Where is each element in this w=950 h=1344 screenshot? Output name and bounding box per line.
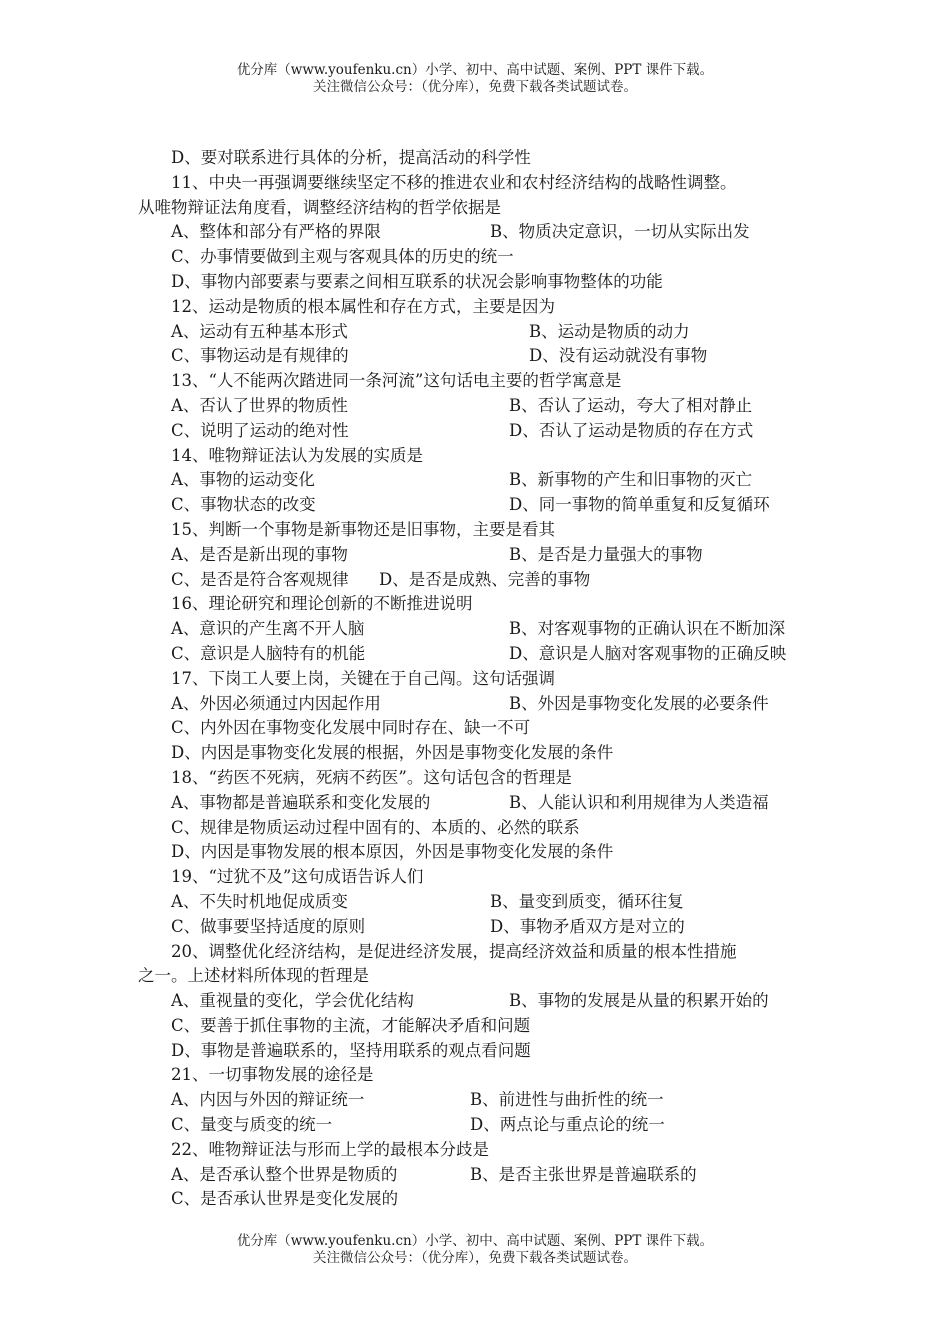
q14-option-d: D、同一事物的简单重复和反复循环 [509,495,770,515]
q11-stem: 11、中央一再强调要继续坚定不移的推进农业和农村经济结构的战略性调整。 [171,172,737,192]
q21-option-c: C、量变与质变的统一 [171,1115,333,1135]
q18-option-b: B、人能认识和利用规律为人类造福 [509,792,769,812]
q17-option-c: C、内外因在事物变化发展中同时存在、缺一不可 [171,718,531,738]
q17-option-d: D、内因是事物变化发展的根据，外因是事物变化发展的条件 [171,743,614,763]
q13-option-a: A、否认了世界的物质性 [171,395,348,415]
q20-option-c: C、要善于抓住事物的主流，才能解决矛盾和问题 [171,1015,531,1035]
q11-option-a: A、整体和部分有严格的界限 [171,222,381,242]
q13-option-d: D、否认了运动是物质的存在方式 [509,420,754,440]
footer-line-2: 关注微信公众号：（优分库），免费下载各类试题试卷。 [313,1250,637,1266]
q12-option-d: D、没有运动就没有事物 [529,346,708,366]
q20-option-b: B、事物的发展是从量的积累开始的 [509,991,769,1011]
q19-option-d: D、事物矛盾双方是对立的 [490,916,685,936]
page-header [0,62,950,96]
q22-stem: 22、唯物辩证法与形而上学的最根本分歧是 [171,1139,489,1159]
q17-option-a: A、外因必须通过内因起作用 [171,693,381,713]
q11-stem-cont: 从唯物辩证法角度看，调整经济结构的哲学依据是 [138,197,501,217]
prev-option-d: D、要对联系进行具体的分析，提高活动的科学性 [171,148,531,167]
q14-option-a: A、事物的运动变化 [171,470,315,490]
question-list [138,146,838,1212]
q21-options-cd [138,1113,838,1138]
q15-options-ab [138,543,838,568]
q16-options-ab [138,617,838,642]
q20-option-a: A、重视量的变化，学会优化结构 [171,991,414,1011]
q14-option-b: B、新事物的产生和旧事物的灭亡 [509,470,753,490]
q19-option-a: A、不失时机地促成质变 [171,891,348,911]
q20-stem-cont: 之一。上述材料所体现的哲理是 [138,966,369,986]
q12-options-ab [138,320,838,345]
footer-line-1: 优分库（www.youfenku.cn）小学、初中、高中试题、案例、PPT 课件下载。 [236,1233,714,1249]
q19-options-ab [138,890,838,915]
q12-option-c: C、事物运动是有规律的 [171,346,349,366]
q16-stem: 16、理论研究和理论创新的不断推进说明 [171,594,473,614]
q21-option-a: A、内因与外因的辩证统一 [171,1090,365,1110]
q16-options-cd [138,642,838,667]
q21-stem: 21、一切事物发展的途径是 [171,1065,374,1085]
q18-stem: 18、“药医不死病，死病不药医”。这句话包含的哲理是 [171,767,572,787]
page-footer [0,1233,950,1267]
q15-option-a: A、是否是新出现的事物 [171,544,348,564]
q20-stem: 20、调整优化经济结构，是促进经济发展，提高经济效益和质量的根本性措施 [171,941,737,961]
q11-option-c: C、办事情要做到主观与客观具体的历史的统一 [171,247,514,267]
q11-option-b: B、物质决定意识，一切从实际出发 [490,222,750,242]
q12-option-b: B、运动是物质的动力 [529,321,690,341]
q21-option-b: B、前进性与曲折性的统一 [470,1090,664,1110]
q17-stem: 17、下岗工人要上岗，关键在于自己闯。这句话强调 [171,668,555,688]
q12-options-cd [138,344,838,369]
q19-options-cd [138,915,838,940]
q19-option-b: B、量变到质变，循环往复 [490,891,684,911]
q12-stem: 12、运动是物质的根本属性和存在方式，主要是因为 [171,296,555,316]
q19-stem: 19、“过犹不及”这句成语告诉人们 [171,867,424,887]
q13-stem: 13、“人不能两次踏进同一条河流”这句话电主要的哲学寓意是 [171,371,622,391]
header-line-2: 关注微信公众号：（优分库），免费下载各类试题试卷。 [313,79,637,95]
q19-option-c: C、做事要坚持适度的原则 [171,916,366,936]
q15-options-cd [138,568,838,593]
q22-option-c: C、是否承认世界是变化发展的 [171,1189,399,1209]
q14-options-cd [138,493,838,518]
q15-stem: 15、判断一个事物是新事物还是旧事物，主要是看其 [171,519,555,539]
q13-option-b: B、否认了运动，夸大了相对静止 [509,395,753,415]
q18-option-a: A、事物都是普遍联系和变化发展的 [171,792,431,812]
q20-options-ab [138,989,838,1014]
q22-options-ab [138,1163,838,1188]
q17-option-b: B、外因是事物变化发展的必要条件 [509,693,769,713]
q22-option-b: B、是否主张世界是普遍联系的 [470,1164,697,1184]
q13-options-ab [138,394,838,419]
q15-option-d: D、是否是成熟、完善的事物 [379,569,591,589]
q13-options-cd [138,419,838,444]
header-line-1: 优分库（www.youfenku.cn）小学、初中、高中试题、案例、PPT 课件下载。 [236,62,714,78]
q21-option-d: D、两点论与重点论的统一 [470,1115,665,1135]
q11-options-ab [138,220,838,245]
q13-option-c: C、说明了运动的绝对性 [171,420,349,440]
q14-stem: 14、唯物辩证法认为发展的实质是 [171,445,423,465]
q18-option-d: D、内因是事物发展的根本原因，外因是事物变化发展的条件 [171,842,614,862]
q16-option-c: C、意识是人脑特有的机能 [171,643,366,663]
q21-options-ab [138,1088,838,1113]
q15-option-c: C、是否是符合客观规律 [171,569,349,589]
q12-option-a: A、运动有五种基本形式 [171,321,348,341]
q18-options-ab [138,791,838,816]
q20-option-d: D、事物是普遍联系的，坚持用联系的观点看问题 [171,1040,531,1060]
q17-options-ab [138,692,838,717]
q16-option-b: B、对客观事物的正确认识在不断加深 [509,619,786,639]
q22-option-a: A、是否承认整个世界是物质的 [171,1164,398,1184]
q14-option-c: C、事物状态的改变 [171,495,316,515]
q18-option-c: C、规律是物质运动过程中固有的、本质的、必然的联系 [171,817,580,837]
q16-option-a: A、意识的产生离不开人脑 [171,619,365,639]
q14-options-ab [138,468,838,493]
q15-option-b: B、是否是力量强大的事物 [509,544,703,564]
q11-option-d: D、事物内部要素与要素之间相互联系的状况会影响事物整体的功能 [171,271,663,291]
q16-option-d: D、意识是人脑对客观事物的正确反映 [509,643,787,663]
